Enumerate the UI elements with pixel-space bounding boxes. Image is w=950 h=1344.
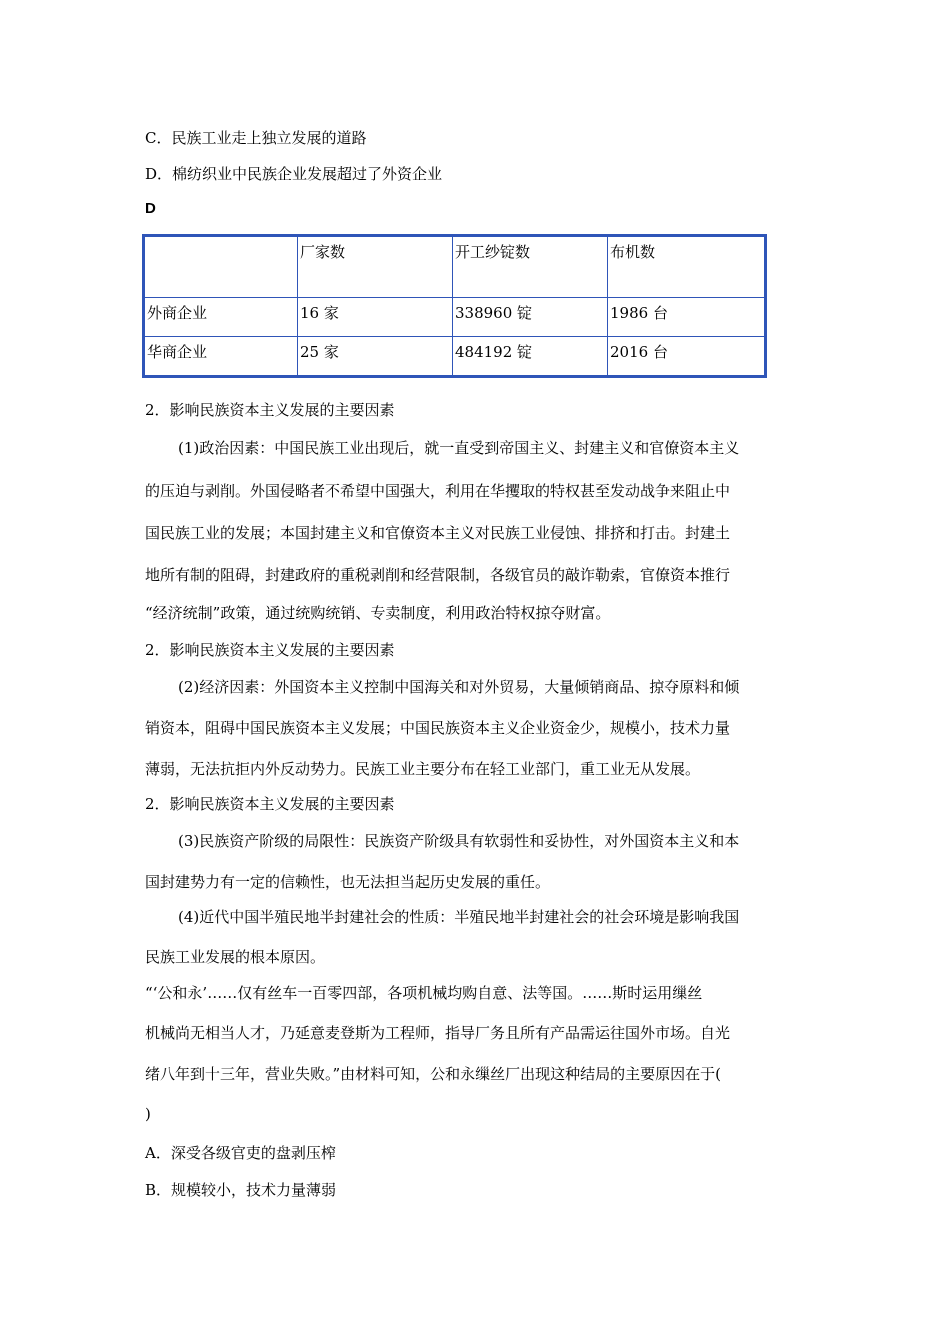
section-heading: 2．影响民族资本主义发展的主要因素 [145, 795, 395, 813]
option-b: B．规模较小，技术力量薄弱 [145, 1181, 337, 1199]
paragraph-line: 国民族工业的发展；本国封建主义和官僚资本主义对民族工业侵蚀、排挤和打击。封建土 [145, 524, 731, 542]
paragraph-line: 国封建势力有一定的信赖性，也无法担当起历史发展的重任。 [145, 873, 551, 891]
table-cell: 2016 台 [608, 337, 766, 377]
paragraph-line: (2)经济因素：外国资本主义控制中国海关和对外贸易，大量倾销商品、掠夺原料和倾 [178, 678, 740, 696]
paragraph-line: (3)民族资产阶级的局限性：民族资产阶级具有软弱性和妥协性，对外国资本主义和本 [178, 832, 740, 850]
paragraph-line: (4)近代中国半殖民地半封建社会的性质：半殖民地半封建社会的社会环境是影响我国 [178, 908, 740, 926]
table-cell: 16 家 [298, 298, 453, 337]
table-header-cell: 布机数 [608, 236, 766, 298]
table-cell: 外商企业 [144, 298, 298, 337]
table-cell: 338960 锭 [453, 298, 608, 337]
option-d: D．棉纺织业中民族企业发展超过了外资企业 [145, 165, 443, 183]
table-cell: 484192 锭 [453, 337, 608, 377]
paragraph-line: “经济统制”政策，通过统购统销、专卖制度，利用政治特权掠夺财富。 [145, 604, 611, 622]
option-c: C．民族工业走上独立发展的道路 [145, 129, 367, 147]
table-header-cell [144, 236, 298, 298]
table-row [144, 337, 766, 377]
question-line: ) [145, 1105, 151, 1123]
answer-label: D [145, 200, 156, 217]
table-row [144, 298, 766, 337]
table-header-cell: 厂家数 [298, 236, 453, 298]
paragraph-line: 民族工业发展的根本原因。 [145, 948, 326, 966]
paragraph-line: 的压迫与剥削。外国侵略者不希望中国强大，利用在华攫取的特权甚至发动战争来阻止中 [145, 482, 731, 500]
paragraph-line: 薄弱，无法抗拒内外反动势力。民族工业主要分布在轻工业部门，重工业无从发展。 [145, 760, 701, 778]
question-line: 绪八年到十三年，营业失败。”由材料可知，公和永缫丝厂出现这种结局的主要原因在于( [145, 1065, 722, 1083]
option-a: A．深受各级官吏的盘剥压榨 [145, 1144, 336, 1162]
table-cell: 25 家 [298, 337, 453, 377]
paragraph-line: (1)政治因素：中国民族工业出现后，就一直受到帝国主义、封建主义和官僚资本主义 [178, 439, 740, 457]
question-line: 机械尚无相当人才，乃延意麦登斯为工程师，指导厂务且所有产品需运往国外市场。自光 [145, 1024, 731, 1042]
data-table [142, 234, 767, 378]
section-heading: 2．影响民族资本主义发展的主要因素 [145, 401, 395, 419]
paragraph-line: 销资本，阻碍中国民族资本主义发展；中国民族资本主义企业资金少，规模小，技术力量 [145, 719, 731, 737]
table-header-row [144, 236, 766, 298]
table-cell: 华商企业 [144, 337, 298, 377]
table-header-cell: 开工纱锭数 [453, 236, 608, 298]
section-heading: 2．影响民族资本主义发展的主要因素 [145, 641, 395, 659]
paragraph-line: 地所有制的阻碍，封建政府的重税剥削和经营限制，各级官员的敲诈勒索，官僚资本推行 [145, 566, 731, 584]
table-cell: 1986 台 [608, 298, 766, 337]
question-line: “‘公和永’……仅有丝车一百零四部，各项机械均购自意、法等国。……斯时运用缫丝 [145, 984, 703, 1002]
